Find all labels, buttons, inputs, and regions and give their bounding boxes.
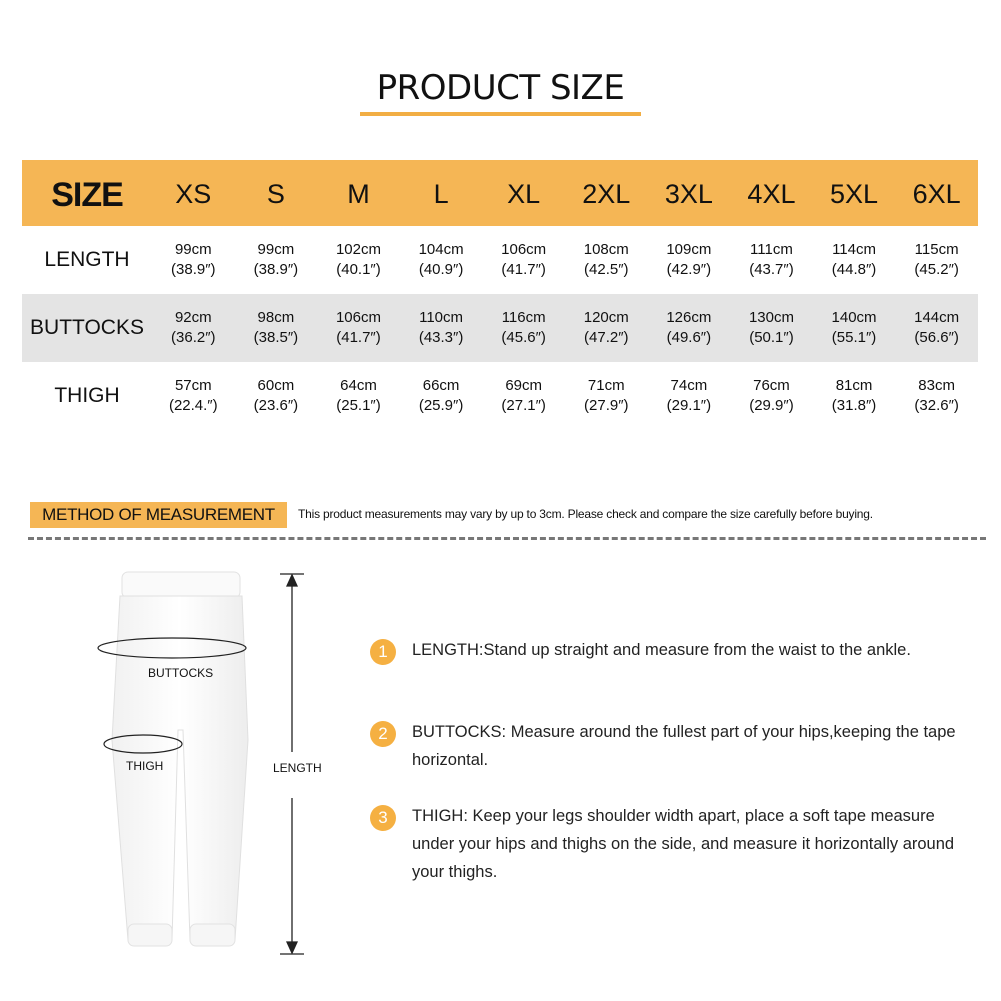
cell-cm: 66cm	[422, 377, 460, 394]
cell-cm: 115cm	[914, 241, 959, 258]
pants-cuff-left	[128, 924, 172, 946]
cell-inch: (40.1″)	[336, 261, 381, 278]
length-row	[22, 226, 978, 294]
method-of-measurement-tag: METHOD OF MEASUREMENT	[30, 502, 287, 528]
cell-cm: 104cm	[418, 241, 464, 258]
size-header-row	[22, 160, 978, 226]
step-text: THIGH: Keep your legs shoulder width apart, place a soft tape measure under your hips and thighs on the side, and measure it horizontally around your thighs.	[412, 807, 955, 881]
step-buttocks	[370, 718, 972, 774]
cell-inch: (36.2″)	[171, 329, 216, 346]
cell-cm: 74cm	[670, 377, 708, 394]
cell-cm: 109cm	[666, 241, 712, 258]
cell-inch: (42.9″)	[666, 261, 712, 278]
cell-cm: 130cm	[748, 309, 794, 326]
table-cell	[730, 308, 813, 348]
cell-inch: (50.1″)	[749, 329, 794, 346]
cell-inch: (29.1″)	[666, 397, 712, 414]
table-cell	[400, 376, 483, 416]
table-cell	[648, 308, 731, 348]
cell-inch: (25.9″)	[418, 397, 464, 414]
pants-drawing	[0, 560, 340, 960]
title-block	[360, 62, 641, 116]
table-cell	[648, 240, 731, 280]
row-label-buttocks: BUTTOCKS	[30, 316, 144, 339]
table-cell	[152, 376, 235, 416]
cell-cm: 106cm	[501, 241, 547, 258]
cell-cm: 120cm	[583, 309, 629, 326]
table-cell	[565, 308, 648, 348]
cell-inch: (47.2″)	[584, 329, 629, 346]
table-cell	[317, 240, 400, 280]
cell-cm: 140cm	[831, 309, 877, 326]
step-number-badge: 3	[370, 805, 396, 831]
table-cell	[152, 240, 235, 280]
cell-inch: (45.6″)	[501, 329, 546, 346]
cell-inch: (43.3″)	[418, 329, 464, 346]
cell-cm: 114cm	[832, 241, 876, 258]
cell-inch: (44.8″)	[831, 261, 877, 278]
cell-inch: (31.8″)	[831, 397, 877, 414]
cell-cm: 57cm	[174, 377, 212, 394]
size-header-label: SIZE	[51, 175, 123, 214]
cell-cm: 69cm	[505, 377, 543, 394]
cell-inch: (22.4.″)	[168, 397, 218, 414]
cell-inch: (41.7″)	[501, 261, 546, 278]
cell-cm: 81cm	[835, 377, 873, 394]
cell-inch: (38.5″)	[253, 329, 299, 346]
cell-inch: (56.6″)	[914, 329, 959, 346]
table-cell	[400, 240, 483, 280]
row-label-length: LENGTH	[44, 248, 130, 271]
cell-cm: 92cm	[174, 309, 212, 326]
table-cell	[895, 240, 978, 280]
size-s: S	[266, 178, 285, 209]
size-5xl: 5XL	[830, 178, 879, 209]
thigh-label: THIGH	[126, 759, 164, 773]
table-cell	[730, 240, 813, 280]
measurement-disclaimer: This product measurements may vary by up to 3cm. Please check and compare the size carefully before buying.	[298, 507, 873, 521]
table-cell	[565, 240, 648, 280]
buttocks-label: BUTTOCKS	[148, 666, 214, 680]
cell-inch: (29.9″)	[749, 397, 794, 414]
cell-inch: (40.9″)	[418, 261, 464, 278]
row-label-thigh: THIGH	[54, 384, 120, 407]
dashed-divider	[28, 537, 986, 540]
cell-cm: 111cm	[750, 241, 793, 258]
cell-cm: 76cm	[753, 377, 790, 394]
table-cell	[317, 308, 400, 348]
cell-inch: (55.1″)	[831, 329, 877, 346]
size-6xl: 6XL	[912, 178, 961, 209]
cell-inch: (42.5″)	[584, 261, 629, 278]
cell-cm: 99cm	[257, 241, 295, 258]
cell-inch: (27.9″)	[584, 397, 629, 414]
pants-illustration	[0, 560, 340, 960]
step-thigh	[370, 802, 972, 886]
table-cell	[813, 376, 896, 416]
cell-inch: (43.7″)	[749, 261, 794, 278]
table-cell	[648, 376, 731, 416]
cell-cm: 83cm	[918, 377, 955, 394]
table-cell	[565, 376, 648, 416]
table-cell	[730, 376, 813, 416]
table-cell	[482, 376, 565, 416]
cell-cm: 108cm	[583, 241, 629, 258]
table-cell	[482, 240, 565, 280]
size-l: L	[433, 178, 449, 209]
cell-inch: (41.7″)	[336, 329, 381, 346]
size-3xl: 3XL	[664, 178, 713, 209]
cell-inch: (25.1″)	[336, 397, 381, 414]
size-xs: XS	[175, 178, 212, 209]
pants-cuff-right	[190, 924, 235, 946]
cell-inch: (49.6″)	[666, 329, 712, 346]
table-cell	[317, 376, 400, 416]
cell-inch: (38.9″)	[253, 261, 299, 278]
table-cell	[482, 308, 565, 348]
cell-inch: (32.6″)	[914, 397, 959, 414]
cell-cm: 60cm	[257, 377, 295, 394]
cell-cm: 64cm	[340, 377, 377, 394]
step-text: BUTTOCKS: Measure around the fullest part of your hips,keeping the tape horizontal.	[412, 723, 956, 769]
length-label: LENGTH	[273, 761, 322, 775]
cell-cm: 71cm	[587, 377, 625, 394]
size-2xl: 2XL	[582, 178, 631, 209]
cell-cm: 110cm	[419, 309, 464, 326]
cell-cm: 102cm	[335, 241, 381, 258]
cell-inch: (23.6″)	[253, 397, 299, 414]
cell-cm: 144cm	[914, 309, 960, 326]
table-cell	[235, 308, 318, 348]
cell-cm: 126cm	[666, 309, 712, 326]
cell-inch: (45.2″)	[914, 261, 959, 278]
table-cell	[813, 240, 896, 280]
page-title: PRODUCT SIZE	[376, 68, 625, 108]
table-cell	[895, 308, 978, 348]
title-underline	[360, 112, 641, 116]
cell-inch: (27.1″)	[501, 397, 546, 414]
step-number-badge: 1	[370, 639, 396, 665]
cell-cm: 99cm	[174, 241, 212, 258]
buttocks-row	[22, 294, 978, 362]
table-cell	[152, 308, 235, 348]
step-length	[370, 636, 972, 665]
table-cell	[813, 308, 896, 348]
table-cell	[235, 376, 318, 416]
table-cell	[235, 240, 318, 280]
cell-cm: 98cm	[257, 309, 295, 326]
size-m: M	[347, 178, 370, 209]
size-table	[22, 160, 978, 430]
thigh-row	[22, 362, 978, 430]
cell-cm: 116cm	[501, 309, 546, 326]
step-number-badge: 2	[370, 721, 396, 747]
size-xl: XL	[507, 178, 541, 209]
size-4xl: 4XL	[747, 178, 796, 209]
step-text: LENGTH:Stand up straight and measure from the waist to the ankle.	[412, 641, 911, 659]
pants-waistband	[122, 572, 240, 598]
table-cell	[400, 308, 483, 348]
cell-inch: (38.9″)	[171, 261, 216, 278]
cell-cm: 106cm	[335, 309, 381, 326]
table-cell	[895, 376, 978, 416]
